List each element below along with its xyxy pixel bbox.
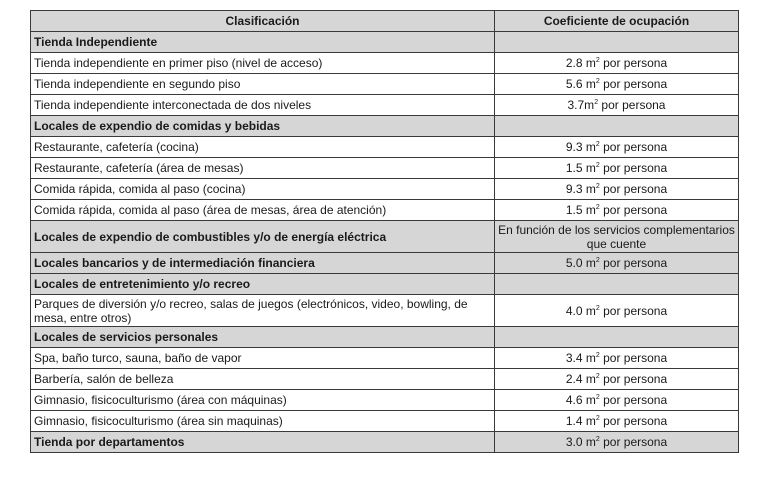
classification-cell: Gimnasio, fisicoculturismo (área con máquinas) bbox=[31, 390, 495, 411]
classification-cell: Gimnasio, fisicoculturismo (área sin maquinas) bbox=[31, 411, 495, 432]
table-header-row bbox=[31, 11, 739, 32]
coefficient-cell: 9.3 $m^2$ por persona bbox=[495, 137, 739, 158]
coefficient-cell bbox=[495, 274, 739, 295]
header-occupancy-coefficient: Coeficiente de ocupación bbox=[495, 11, 739, 32]
section-row bbox=[31, 432, 739, 453]
section-title-cell: Locales de entretenimiento y/o recreo bbox=[31, 274, 495, 295]
section-row bbox=[31, 221, 739, 253]
classification-cell: Parques de diversión y/o recreo, salas de juegos (electrónicos, video, bowling, de mesa, entre otros) bbox=[31, 295, 495, 327]
classification-cell: Tienda independiente en segundo piso bbox=[31, 74, 495, 95]
table-row bbox=[31, 95, 739, 116]
table-row bbox=[31, 369, 739, 390]
coefficient-cell: 3.0 $m^2$ por persona bbox=[495, 432, 739, 453]
coefficient-cell: 1.5 $m^2$ por persona bbox=[495, 200, 739, 221]
classification-cell: Tienda independiente interconectada de dos niveles bbox=[31, 95, 495, 116]
coefficient-cell: 2.8 $m^2$ por persona bbox=[495, 53, 739, 74]
table-row bbox=[31, 295, 739, 327]
classification-cell: Spa, baño turco, sauna, baño de vapor bbox=[31, 348, 495, 369]
table-row bbox=[31, 390, 739, 411]
coefficient-cell: 3.4 $m^2$ por persona bbox=[495, 348, 739, 369]
table-body bbox=[31, 32, 739, 453]
table-row bbox=[31, 179, 739, 200]
section-title-cell: Locales bancarios y de intermediación financiera bbox=[31, 253, 495, 274]
occupancy-table-container bbox=[30, 10, 739, 453]
table-row bbox=[31, 74, 739, 95]
section-row bbox=[31, 32, 739, 53]
coefficient-cell: 1.4 $m^2$ por persona bbox=[495, 411, 739, 432]
coefficient-cell: En función de los servicios complementarios que cuente bbox=[495, 221, 739, 253]
section-row bbox=[31, 116, 739, 137]
table-row bbox=[31, 137, 739, 158]
classification-cell: Restaurante, cafetería (cocina) bbox=[31, 137, 495, 158]
table-row bbox=[31, 158, 739, 179]
classification-cell: Comida rápida, comida al paso (área de mesas, área de atención) bbox=[31, 200, 495, 221]
coefficient-cell bbox=[495, 32, 739, 53]
classification-cell: Restaurante, cafetería (área de mesas) bbox=[31, 158, 495, 179]
section-row bbox=[31, 327, 739, 348]
coefficient-cell bbox=[495, 116, 739, 137]
coefficient-cell: 9.3 $m^2$ por persona bbox=[495, 179, 739, 200]
coefficient-cell: 4.6 $m^2$ por persona bbox=[495, 390, 739, 411]
table-row bbox=[31, 411, 739, 432]
coefficient-cell: 1.5 $m^2$ por persona bbox=[495, 158, 739, 179]
coefficient-cell: 4.0 $m^2$ por persona bbox=[495, 295, 739, 327]
occupancy-coefficient-table bbox=[30, 10, 739, 453]
classification-cell: Tienda independiente en primer piso (nivel de acceso) bbox=[31, 53, 495, 74]
table-row bbox=[31, 200, 739, 221]
classification-cell: Barbería, salón de belleza bbox=[31, 369, 495, 390]
classification-cell: Comida rápida, comida al paso (cocina) bbox=[31, 179, 495, 200]
section-title-cell: Locales de expendio de combustibles y/o de energía eléctrica bbox=[31, 221, 495, 253]
coefficient-cell: $3.7m^2$ por persona bbox=[495, 95, 739, 116]
table-row bbox=[31, 53, 739, 74]
table-row bbox=[31, 348, 739, 369]
section-title-cell: Tienda Independiente bbox=[31, 32, 495, 53]
coefficient-cell: 2.4 $m^2$ por persona bbox=[495, 369, 739, 390]
header-classification: Clasificación bbox=[31, 11, 495, 32]
section-row bbox=[31, 253, 739, 274]
coefficient-cell: 5.0 $m^2$ por persona bbox=[495, 253, 739, 274]
coefficient-cell bbox=[495, 327, 739, 348]
section-title-cell: Tienda por departamentos bbox=[31, 432, 495, 453]
coefficient-cell: 5.6 $m^2$ por persona bbox=[495, 74, 739, 95]
section-row bbox=[31, 274, 739, 295]
section-title-cell: Locales de expendio de comidas y bebidas bbox=[31, 116, 495, 137]
section-title-cell: Locales de servicios personales bbox=[31, 327, 495, 348]
